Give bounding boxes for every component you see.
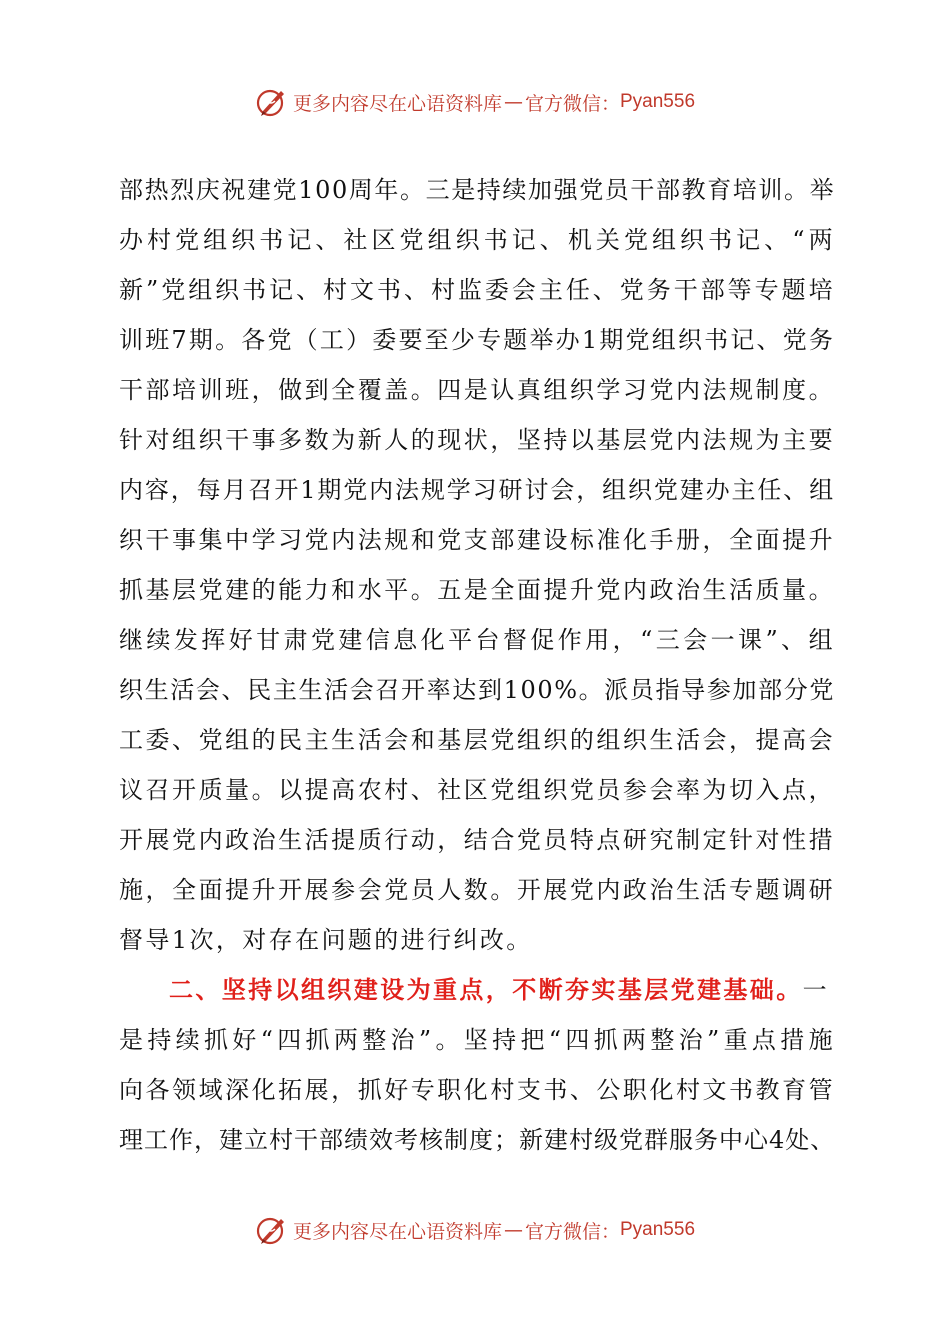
watermark-wechat-id: Pyan556 [620, 1219, 696, 1240]
text-line: 新”党组织书记、村文书、村监委会主任、党务干部等专题培 [119, 276, 835, 304]
text-line: 继续发挥好甘肃党建信息化平台督促作用，“三会一课”、组 [119, 626, 835, 654]
watermark-separator: — [503, 1219, 523, 1241]
text-line: 训班7期。各党（工）委要至少专题举办1期党组织书记、党务 [119, 326, 835, 354]
text-line: 开展党内政治生活提质行动，结合党员特点研究制定针对性措 [119, 826, 835, 854]
watermark-wechat-label: 官方微信： [524, 1220, 620, 1243]
text-line: 部热烈庆祝建党100周年。三是持续加强党员干部教育培训。举 [119, 176, 835, 204]
text-line: 理工作，建立村干部绩效考核制度；新建村级党群服务中心4处、 [119, 1126, 835, 1154]
pen-logo-icon [255, 1213, 289, 1247]
text-line: 督导1次，对存在问题的进行纠改。 [119, 926, 533, 954]
document-body [119, 165, 835, 1165]
paragraph-2 [119, 965, 835, 1165]
text-line: 抓基层党建的能力和水平。五是全面提升党内政治生活质量。 [119, 576, 835, 604]
text-line: 针对组织干事多数为新人的现状，坚持以基层党内法规为主要 [119, 426, 835, 454]
paragraph-1 [119, 165, 835, 965]
watermark-banner-bottom [0, 1210, 950, 1250]
text-line: 议召开质量。以提高农村、社区党组织党员参会率为切入点， [119, 776, 835, 804]
watermark-separator: — [503, 91, 523, 113]
section-heading-line [119, 965, 835, 1015]
heading-tail-text: 一 [802, 976, 830, 1004]
watermark-wechat-id: Pyan556 [620, 91, 696, 112]
watermark-text: 更多内容尽在心语资料库 [292, 1220, 502, 1243]
text-line: 工委、党组的民主生活会和基层党组织的组织生活会，提高会 [119, 726, 835, 754]
watermark-banner-top [0, 82, 950, 122]
text-line: 办村党组织书记、社区党组织书记、机关党组织书记、“两 [119, 226, 835, 254]
watermark-text: 更多内容尽在心语资料库 [292, 92, 502, 115]
text-line: 向各领域深化拓展，抓好专职化村支书、公职化村文书教育管 [119, 1076, 835, 1104]
text-line: 织干事集中学习党内法规和党支部建设标准化手册，全面提升 [119, 526, 835, 554]
section-heading: 二、坚持以组织建设为重点，不断夯实基层党建基础。 [169, 976, 803, 1004]
text-line: 是持续抓好“四抓两整治”。坚持把“四抓两整治”重点措施 [119, 1026, 835, 1054]
text-line: 干部培训班，做到全覆盖。四是认真组织学习党内法规制度。 [119, 376, 835, 404]
pen-logo-icon [255, 85, 289, 119]
watermark-wechat-label: 官方微信： [524, 92, 620, 115]
text-line: 内容，每月召开1期党内法规学习研讨会，组织党建办主任、组 [119, 476, 835, 504]
text-line: 织生活会、民主生活会召开率达到100%。派员指导参加部分党 [119, 676, 835, 704]
text-line: 施，全面提升开展参会党员人数。开展党内政治生活专题调研 [119, 876, 835, 904]
